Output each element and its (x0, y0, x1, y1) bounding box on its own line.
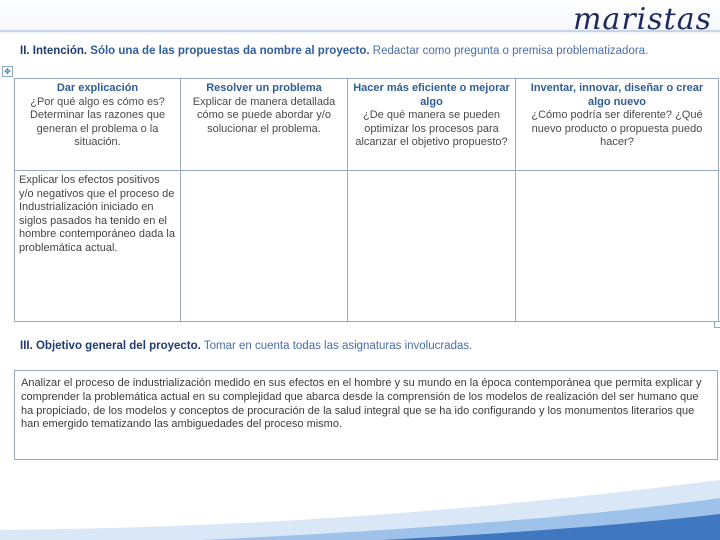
column-description: ¿De qué manera se pueden optimizar los procesos para alcanzar el objetivo propuesto? (355, 109, 508, 148)
table-cell-empty[interactable] (181, 171, 348, 322)
section-3-instruction: Tomar en cuenta todas las asignaturas involucradas. (203, 340, 473, 352)
maristas-logo: maristas (572, 2, 712, 37)
table-cell-improve[interactable] (348, 79, 516, 171)
table-row (15, 171, 719, 322)
column-description: ¿Cómo podría ser diferente? ¿Qué nuevo producto o propuesta puedo hacer? (531, 109, 703, 148)
table-header-row (15, 79, 719, 171)
column-title: Hacer más eficiente o mejorar algo (353, 82, 510, 108)
table-move-handle-icon[interactable]: ✥ (2, 66, 13, 77)
table-cell-answer[interactable]: Explicar los efectos positivos y/o negativos que el proceso de Industrialización iniciado en siglos pasados ha tenido en el hombre contemporáneo dada la problemática actual. (15, 171, 181, 322)
section-3-heading (20, 339, 472, 353)
general-objective-text[interactable]: Analizar el proceso de industrialización medido en sus efectos en el hombre y su mundo en la época contemporánea que permita explicar y comprender la problemática actual en su complejidad que abarca desde la comprensión de los modelos de realización del ser humano que ha propiciado, de los modelos y conceptos de procuración de la salud integral que se ha ido configurando y los monumentos literarios que han emergido tematizando las ambiguedades del proceso mismo. (14, 370, 718, 460)
column-title: Inventar, innovar, diseñar o crear algo nuevo (530, 82, 704, 108)
decorative-wave (0, 470, 720, 540)
column-description: ¿Por qué algo es cómo es? Determinar las razones que generan el problema o la situación. (29, 95, 166, 148)
column-description: Explicar de manera detallada cómo se puede abordar y/o solucionar el problema. (192, 95, 336, 135)
section-2-emphasis: Sólo una de las propuestas da nombre al proyecto. (90, 45, 370, 57)
section-2-instruction: Redactar como pregunta o premisa problematizadora. (372, 45, 649, 57)
column-title: Dar explicación (56, 82, 139, 94)
table-cell-empty[interactable] (348, 171, 516, 322)
intention-table (14, 78, 719, 322)
table-cell-solve[interactable] (181, 79, 348, 171)
table-resize-handle[interactable] (714, 321, 720, 328)
section-2-heading (20, 44, 648, 58)
section-3-number: III. Objetivo general del proyecto. (20, 340, 201, 352)
column-title: Resolver un problema (206, 82, 322, 94)
table-cell-explain[interactable] (15, 79, 181, 171)
table-cell-empty[interactable] (516, 171, 719, 322)
table-cell-invent[interactable] (516, 79, 719, 171)
section-2-number: II. Intención. (20, 45, 88, 57)
